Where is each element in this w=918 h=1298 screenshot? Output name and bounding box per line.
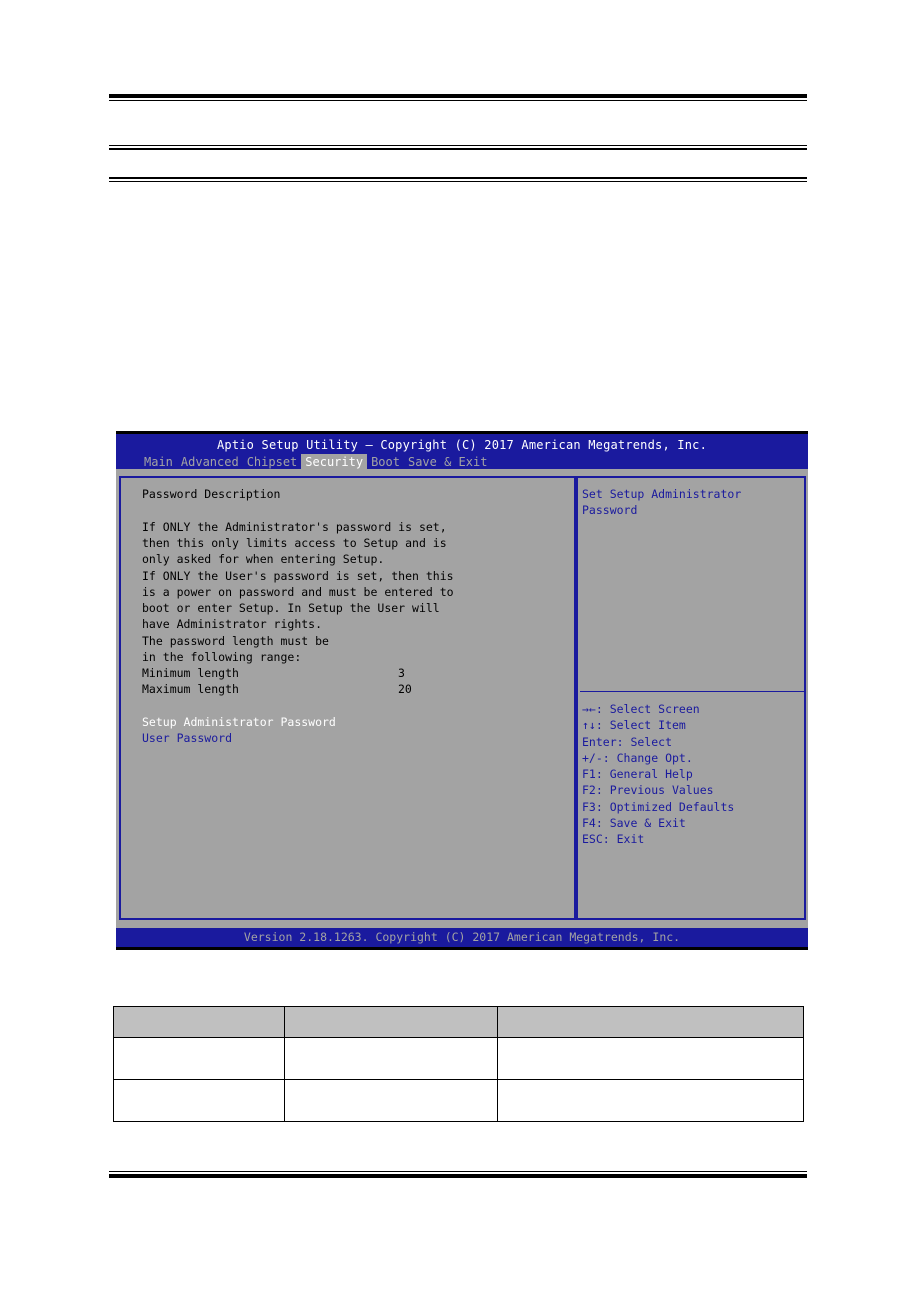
key-optimized-defaults: F3: Optimized Defaults [582, 799, 735, 814]
description-line: in the following range: [142, 650, 302, 664]
tab-security[interactable]: Security [301, 454, 367, 471]
tab-save-exit[interactable]: Save & Exit [407, 455, 488, 469]
key-esc-exit: ESC: Exit [582, 832, 645, 847]
minimum-length-value: 3 [398, 666, 405, 680]
user-password-item[interactable]: User Password [142, 731, 233, 745]
settings-panel [119, 476, 576, 920]
bios-footer: Version 2.18.1263. Copyright (C) 2017 American Megatrends, Inc. [116, 928, 808, 950]
table-header-row [114, 1007, 804, 1038]
table-cell [285, 1080, 498, 1122]
table-cell [285, 1038, 498, 1080]
key-select-item: ↑↓: Select Item [582, 718, 686, 733]
tab-boot[interactable]: Boot [371, 455, 400, 469]
help-divider [580, 691, 804, 692]
key-legend [582, 701, 734, 848]
setup-administrator-password-item[interactable]: Setup Administrator Password [142, 715, 336, 729]
table-row [114, 1038, 804, 1080]
key-select-screen: →←: Select Screen [582, 702, 700, 716]
table-cell [114, 1080, 285, 1122]
tab-chipset[interactable]: Chipset [246, 455, 298, 469]
table-header-cell [285, 1007, 498, 1038]
description-line: The password length must be [142, 634, 329, 648]
help-panel [576, 476, 806, 920]
maximum-length-value: 20 [398, 682, 412, 696]
table-header-cell [498, 1007, 804, 1038]
section-rule-thin-2 [109, 181, 807, 182]
options-table [113, 1006, 804, 1122]
bottom-rule-thin [109, 1171, 807, 1172]
description-line: then this only limits access to Setup and is [142, 536, 447, 550]
top-rule-thick [109, 94, 807, 98]
key-enter-select: Enter: Select [582, 734, 673, 749]
description-line: If ONLY the User's password is set, then this [142, 569, 454, 583]
table-cell [498, 1080, 804, 1122]
help-text-line: Password [582, 503, 638, 517]
help-text-line: Set Setup Administrator [582, 487, 742, 501]
bios-setup-screen [116, 431, 808, 950]
bottom-rule-thick [109, 1174, 807, 1178]
key-change-opt: +/-: Change Opt. [582, 750, 693, 765]
maximum-length-label: Maximum length [142, 682, 239, 696]
key-general-help: F1: General Help [582, 767, 693, 782]
key-previous-values: F2: Previous Values [582, 783, 714, 798]
description-line: boot or enter Setup. In Setup the User will [142, 601, 440, 615]
description-line: If ONLY the Administrator's password is set, [142, 520, 447, 534]
table-header-cell [114, 1007, 285, 1038]
key-save-exit: F4: Save & Exit [582, 816, 686, 831]
table-cell [498, 1038, 804, 1080]
top-rule-thin [109, 100, 807, 101]
bios-header [116, 431, 808, 469]
section-rule-thin-1 [109, 145, 807, 146]
bios-title: Aptio Setup Utility – Copyright (C) 2017 American Megatrends, Inc. [216, 438, 708, 452]
tab-main[interactable]: Main [144, 455, 173, 469]
table-row [114, 1080, 804, 1122]
password-description-heading: Password Description [142, 487, 281, 501]
bios-tab-bar [140, 454, 491, 471]
section-rule-thick-2 [109, 177, 807, 179]
tab-advanced[interactable]: Advanced [180, 455, 239, 469]
section-rule-thick-1 [109, 148, 807, 150]
description-line: have Administrator rights. [142, 617, 323, 631]
description-line: is a power on password and must be entered to [142, 585, 454, 599]
minimum-length-label: Minimum length [142, 666, 239, 680]
description-line: only asked for when entering Setup. [142, 552, 385, 566]
table-cell [114, 1038, 285, 1080]
